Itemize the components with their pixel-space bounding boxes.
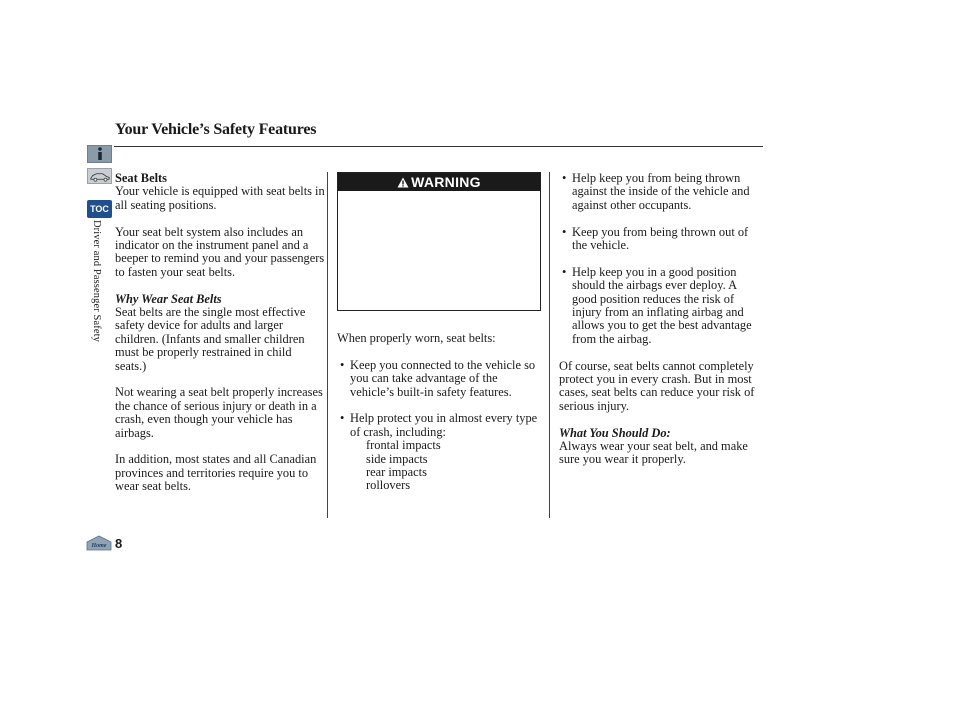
page-number: 8 xyxy=(115,536,123,551)
warning-label: WARNING xyxy=(411,174,481,190)
column-1 xyxy=(115,172,325,507)
crash-type-item: rear impacts xyxy=(366,465,427,480)
paragraph: In addition, most states and all Canadian provinces and territories require you to wear seat belts. xyxy=(115,452,317,494)
car-icon[interactable] xyxy=(87,168,112,184)
warning-box xyxy=(337,172,541,311)
info-icon[interactable] xyxy=(87,145,112,163)
column-3 xyxy=(559,172,763,480)
paragraph: Not wearing a seat belt properly increases the chance of serious injury or death in a crash, even though your vehicle has airbags. xyxy=(115,385,323,440)
list-item: • Help keep you from being thrown against the inside of the vehicle and against other occupants. xyxy=(559,172,763,212)
list-item: • Help keep you in a good position should the airbags ever deploy. A good position reduces the risk of injury from an inflating airbag and allows you to get the best advantage from the airbag. xyxy=(559,266,763,346)
column-2 xyxy=(337,332,542,493)
paragraph: Always wear your seat belt, and make sure you wear it properly. xyxy=(559,439,748,467)
heading-seat-belts: Seat Belts xyxy=(115,171,167,185)
toc-button[interactable]: TOC xyxy=(87,200,112,218)
warning-triangle-icon xyxy=(397,177,409,188)
home-button[interactable] xyxy=(86,535,112,551)
crash-types-list xyxy=(337,439,542,493)
list-item: • Keep you from being thrown out of the vehicle. xyxy=(559,226,763,253)
crash-type-item: rollovers xyxy=(366,478,411,493)
paragraph: When properly worn, seat belts: xyxy=(337,331,496,345)
crash-type-item: frontal impacts xyxy=(366,438,441,453)
paragraph: Of course, seat belts cannot completely protect you in every crash. But in most cases, seat belts can reduce your risk of serious injury. xyxy=(559,358,755,413)
paragraph: Your vehicle is equipped with seat belts in all seating positions. xyxy=(115,184,325,212)
home-label: Home xyxy=(91,543,107,549)
crash-type-item: side impacts xyxy=(366,451,428,466)
car-glyph-icon xyxy=(89,171,111,182)
column-divider xyxy=(549,172,550,518)
subheading-what-to-do: What You Should Do: xyxy=(559,425,671,440)
section-label: Driver and Passenger Safety xyxy=(91,220,102,342)
subheading-why-wear: Why Wear Seat Belts xyxy=(115,291,222,306)
warning-header xyxy=(338,173,540,191)
list-item: • Help protect you in almost every type of crash, including: xyxy=(337,412,542,439)
column-divider xyxy=(327,172,328,518)
paragraph: Your seat belt system also includes an indicator on the instrument panel and a beeper to remind you and your passengers to fasten your seat belts. xyxy=(115,224,325,279)
paragraph: Seat belts are the single most effective safety device for adults and larger children. (Infants and smaller children must be properly restrained in child seats.) xyxy=(115,305,306,373)
home-icon xyxy=(86,535,112,551)
title-divider xyxy=(114,146,763,147)
list-item: • Keep you connected to the vehicle so you can take advantage of the vehicle’s built-in safety features. xyxy=(337,359,542,399)
info-glyph-icon xyxy=(95,147,105,161)
page-title: Your Vehicle’s Safety Features xyxy=(115,121,317,138)
